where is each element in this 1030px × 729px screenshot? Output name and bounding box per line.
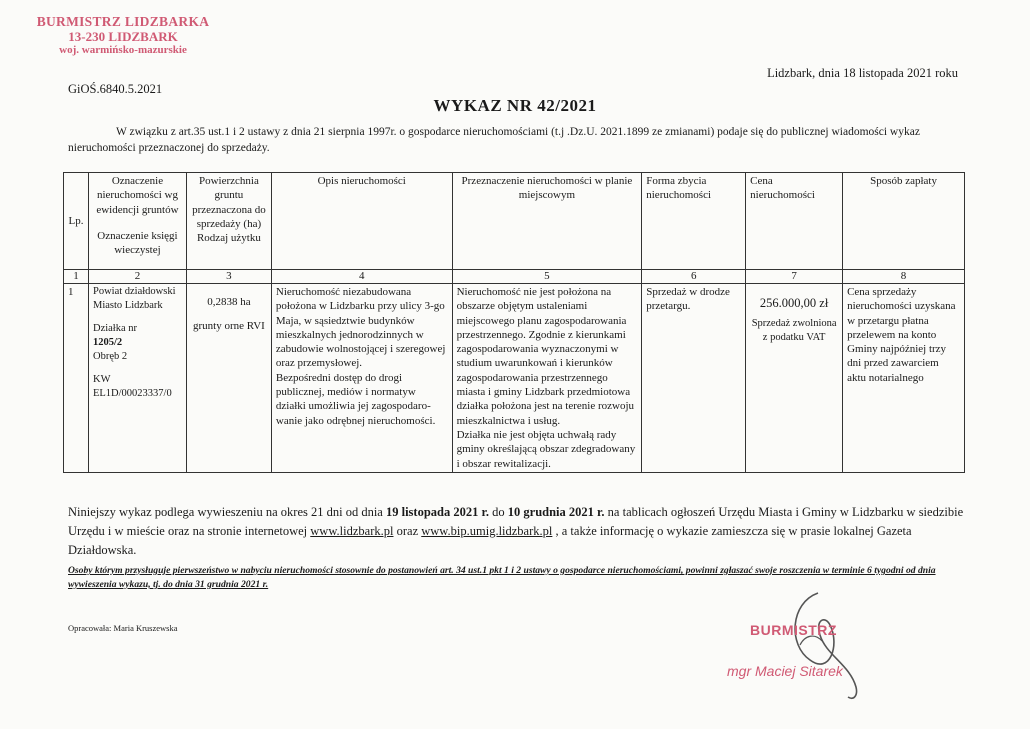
posting-text: , a także informację o wykazie zamieszcza się w prasie lokalnej Gazeta Działdowska. bbox=[68, 523, 912, 557]
priority-claims-notice: Osoby którym przysługuje pierwszeństwo w nabyciu nieruchomości stosownie do postanowień art. 34 ust.1 pkt 1 i 2 ustawy o gospodarce nieruchomościami, powinni zgłaszać swoje roszczenia w terminie 6 tygodni od dnia wywieszenia wykazu, tj. do dnia 31 grudnia 2021 r. bbox=[68, 565, 936, 590]
signature-name: mgr Maciej Sitarek bbox=[727, 663, 843, 679]
lidzbark-website-link[interactable]: www.lidzbark.pl bbox=[310, 523, 394, 538]
row-sale-form: Sprzedaż w drodze przetargu. bbox=[642, 284, 746, 473]
column-number: 5 bbox=[452, 270, 642, 284]
header-zoning: Przeznaczenie nieruchomości w planie miejscowym bbox=[452, 173, 642, 270]
row-zoning-text: Nieruchomość nie jest położona na obszarze objętym ustaleniami miejscowego planu zagospodarowania przestrzennego. Zgodnie z kierunkami zagospodarowania wyznaczonymi w studium uwarunkowań i kierunków zagospodarowania przestrzennego miasta i gminy Lidzbark przedmiotowa działka położona jest na terenie rozwoju mieszkalnictwa i usług. bbox=[456, 286, 635, 427]
column-number-row bbox=[64, 270, 965, 284]
property-table bbox=[63, 172, 965, 473]
row-lp: 1 bbox=[64, 284, 89, 473]
posting-text: na tablicach ogłoszeń Urzędu Miasta i Gminy w Lidzbarku w siedzibie Urzędu i w mieście oraz na stronie internetowej bbox=[68, 505, 964, 538]
column-number: 7 bbox=[746, 270, 843, 284]
document-title: WYKAZ NR 42/2021 bbox=[433, 96, 597, 115]
row-payment: Cena sprzedaży nieruchomości uzyskana w przetargu płatna przelewem na konto Gminy najpóźniej trzy dni przed zawarciem aktu notarialnego bbox=[843, 284, 965, 473]
posting-paragraph bbox=[68, 503, 968, 559]
document-date: Lidzbark, dnia 18 listopada 2021 roku bbox=[767, 66, 958, 80]
row-location: Powiat działdowski Miasto Lidzbark bbox=[92, 286, 176, 311]
row-land-use: grunty orne RVI bbox=[192, 320, 265, 333]
header-payment: Sposób zapłaty bbox=[843, 173, 965, 270]
row-area-cell bbox=[186, 284, 271, 473]
row-access: Bezpośredni dostęp do drogi publicznej, mediów i normatyw działki umożliwia jej zagospodaro-wanie jako odrębnej nieruchomości. bbox=[275, 371, 436, 427]
header-parcel bbox=[88, 173, 186, 270]
column-number: 3 bbox=[186, 270, 271, 284]
header-parcel-land-book: Oznaczenie księgi wieczystej bbox=[97, 229, 178, 257]
official-stamp bbox=[28, 14, 218, 57]
header-lp: Lp. bbox=[64, 173, 89, 270]
bip-website-link[interactable]: www.bip.umig.lidzbark.pl bbox=[421, 523, 553, 538]
posting-text: oraz bbox=[393, 523, 422, 538]
signature-office: BURMISTRZ bbox=[750, 622, 837, 638]
row-description: Nieruchomość niezabudowana położona w Lidzbarku przy ulicy 3-go Maja, w sąsiedztwie budynków mieszkalnych jednorodzinnych w zabudowie wolnostojącej i szeregowej oraz przemysłowej. bbox=[275, 286, 446, 370]
stamp-line-region: woj. warmińsko-mazurskie bbox=[59, 44, 187, 57]
column-number: 2 bbox=[88, 270, 186, 284]
row-parcel-cell bbox=[88, 284, 186, 473]
column-number: 1 bbox=[64, 270, 89, 284]
table-header-row bbox=[64, 173, 965, 270]
stamp-line-postcode: 13-230 LIDZBARK bbox=[68, 28, 178, 44]
posting-text: do bbox=[489, 505, 508, 519]
row-description-cell bbox=[271, 284, 452, 473]
row-zoning-resolution: Działka nie jest objęta uchwałą rady gminy określającą obszar zdegradowany i obszar rewitalizacji. bbox=[456, 428, 636, 470]
column-number: 4 bbox=[271, 270, 452, 284]
row-vat-note: Sprzedaż zwolniona z podatku VAT bbox=[751, 318, 837, 343]
table-row bbox=[64, 284, 965, 473]
header-sale-form: Forma zbycia nieruchomości bbox=[642, 173, 746, 270]
row-kw-label: KW bbox=[92, 374, 111, 386]
row-area: 0,2838 ha bbox=[207, 296, 251, 308]
row-kw-number: EL1D/00023337/0 bbox=[92, 387, 172, 399]
header-area: Powierzchnia gruntu przeznaczona do sprzedaży (ha) Rodzaj użytku bbox=[186, 173, 271, 270]
posting-start-date: 19 listopada 2021 r. bbox=[385, 505, 490, 519]
header-description: Opis nieruchomości bbox=[271, 173, 452, 270]
column-number: 8 bbox=[843, 270, 965, 284]
header-parcel-land-registry: Oznaczenie nieruchomości wg ewidencji gruntów bbox=[96, 175, 179, 216]
handwritten-signature-icon bbox=[770, 585, 880, 705]
row-precinct: Obręb 2 bbox=[92, 350, 128, 362]
posting-end-date: 10 grudnia 2021 r. bbox=[507, 505, 605, 519]
row-price: 256.000,00 zł bbox=[759, 296, 829, 310]
stamp-line-office: BURMISTRZ LIDZBARKA bbox=[36, 14, 210, 29]
document-reference: GiOŚ.6840.5.2021 bbox=[68, 82, 163, 96]
row-price-cell bbox=[746, 284, 843, 473]
row-parcel-number: 1205/2 bbox=[92, 336, 123, 348]
header-price: Cena nieruchomości bbox=[746, 173, 843, 270]
column-number: 6 bbox=[642, 270, 746, 284]
row-zoning-cell bbox=[452, 284, 642, 473]
intro-paragraph: W związku z art.35 ust.1 i 2 ustawy z dnia 21 sierpnia 1997r. o gospodarce nieruchomościami (t.j .Dz.U. 2021.1899 ze zmianami) podaje się do publicznej wiadomości wykaz nieruchomości przeznaczonej do sprzedaży. bbox=[68, 126, 920, 154]
posting-text: Niniejszy wykaz podlega wywieszeniu na okres 21 dni od dnia bbox=[68, 505, 386, 519]
row-parcel-label: Działka nr bbox=[92, 323, 138, 335]
prepared-by: Opracowała: Maria Kruszewska bbox=[68, 623, 178, 633]
